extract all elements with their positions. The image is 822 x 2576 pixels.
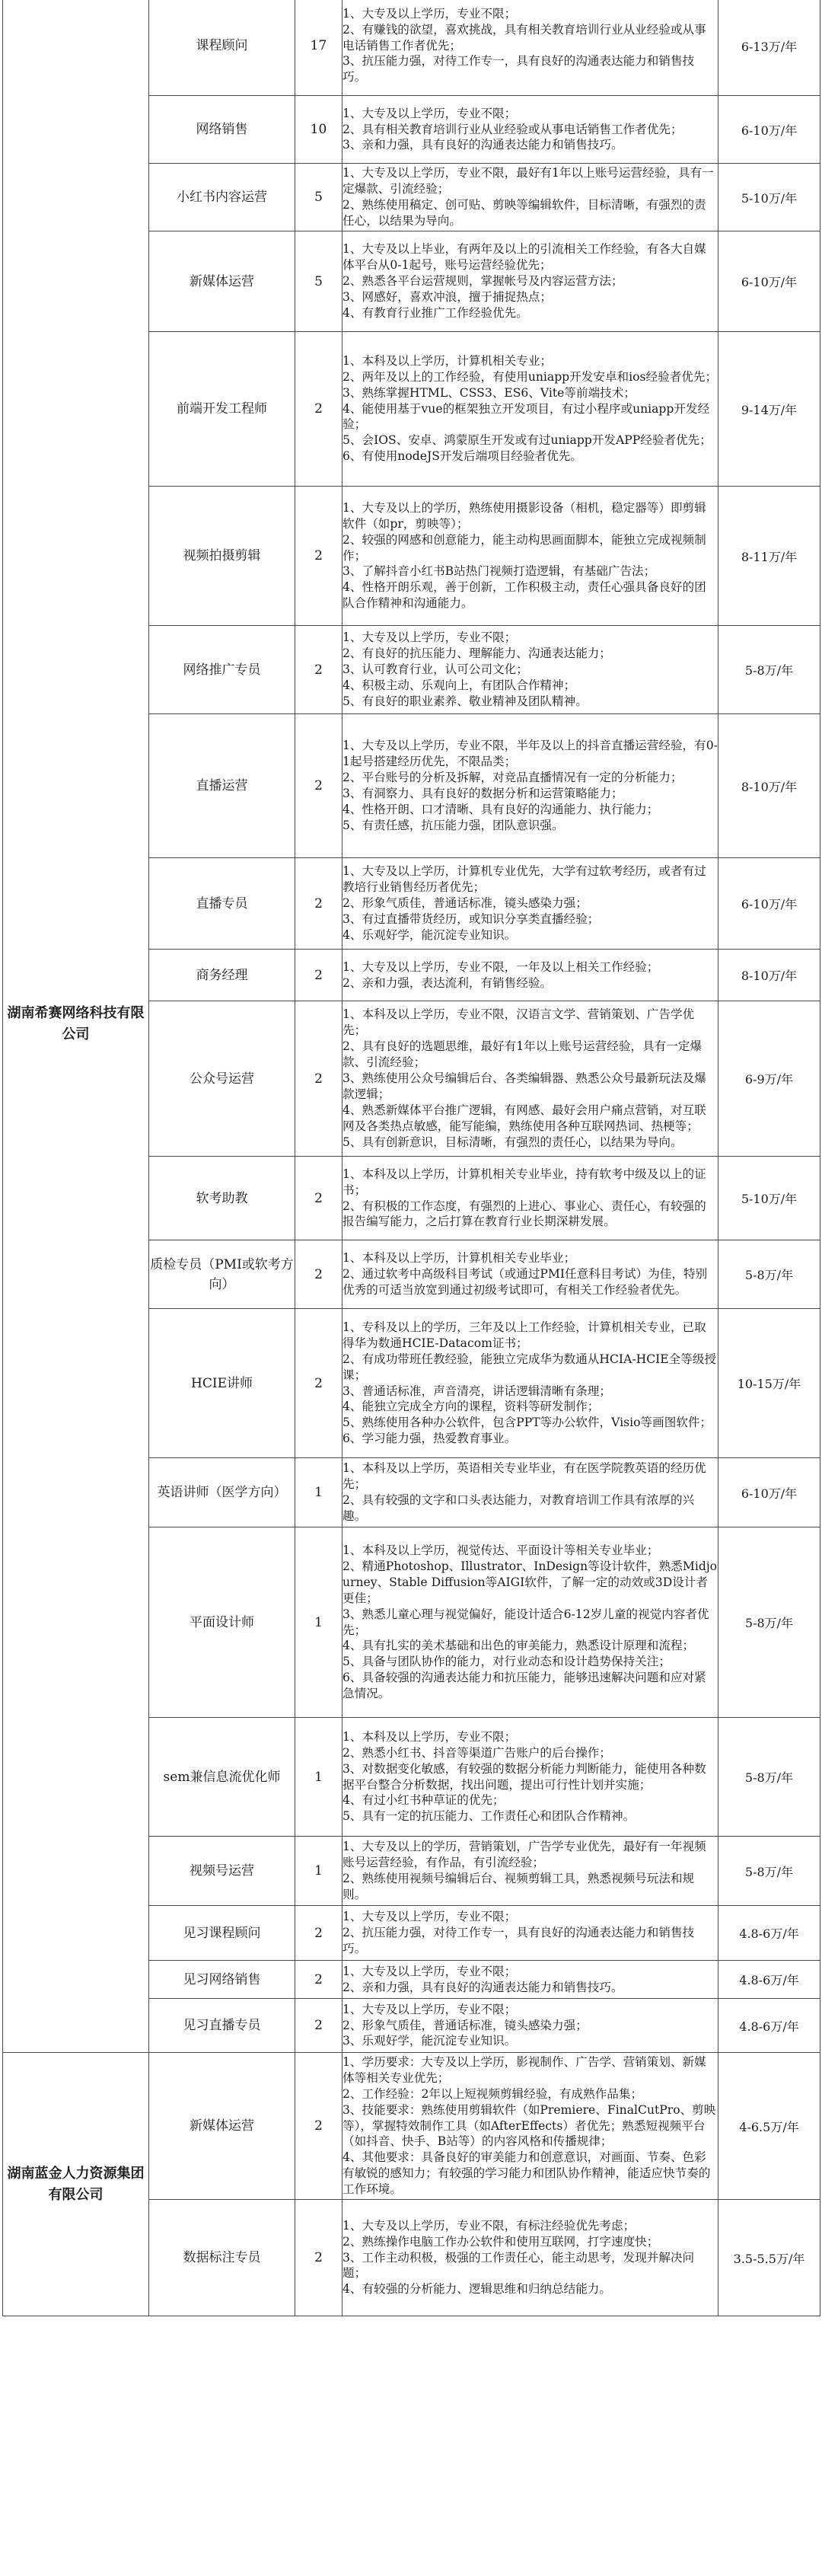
requirement-line: 2、平台账号的分析及拆解，对竞品直播情况有一定的分析能力； [342,771,683,785]
salary-cell: 10-15万/年 [718,1309,820,1458]
headcount-cell: 5 [295,231,342,332]
company-name-cell: 湖南希赛网络科技有限公司 [3,0,149,2053]
requirement-line: 5、有责任感，抗压能力强，团队意识强。 [342,818,564,832]
requirement-line: 2、具有较强的文字和口头表达能力，对教育培训工作具有浓厚的兴趣。 [342,1493,695,1523]
salary-cell: 4.8-6万/年 [718,1961,820,1999]
requirement-line: 1、专科及以上的学历，三年及以上工作经验，计算机相关专业，已取得华为数通HCIE-Datacom证书； [342,1320,706,1350]
requirement-line: 2、熟练使用视频号编辑后台、视频剪辑工具，熟悉视频号玩法和规则。 [342,1872,695,1901]
requirement-line: 1、大专及以上学历，专业不限； [342,2002,517,2016]
requirement-line: 2、亲和力强，具有良好的沟通表达能力和销售技巧。 [342,1980,623,1994]
requirement-line: 1、大专及以上学历，专业不限； [342,630,517,645]
headcount-cell: 1 [295,1718,342,1837]
headcount-cell: 2 [295,1001,342,1157]
requirements-cell [342,714,718,858]
requirement-line: 5、具有创新意识，目标清晰，有强烈的责任心，以结果为导向。 [342,1135,683,1149]
requirements-cell [342,164,718,231]
requirement-line: 2、熟练使用稿定、创可贴、剪映等编辑软件，目标清晰，有强烈的责任心，以结果为导向。 [342,198,706,228]
requirements-cell [342,1458,718,1527]
salary-cell: 4.8-6万/年 [718,1906,820,1961]
requirement-line: 1、本科及以上学历，计算机相关专业毕业，持有软考中级及以上的证书； [342,1167,706,1197]
job-title-cell: 新媒体运营 [149,231,295,332]
headcount-cell: 2 [295,1240,342,1309]
requirement-line: 3、普通话标准，声音清亮，讲话逻辑清晰有条理； [342,1384,611,1398]
salary-cell: 5-8万/年 [718,1527,820,1718]
salary-cell: 5-8万/年 [718,1718,820,1837]
requirement-line: 2、具有相关教育培训行业从业经验或从事电话销售工作者优先； [342,122,683,136]
headcount-cell: 2 [295,1906,342,1961]
requirement-line: 2、通过软考中高级科目考试（或通过PMI任意科目考试）为佳，特别优秀的可适当放宽到通过初级考试即可，有相关工作经验者优先。 [342,1267,708,1297]
job-title-cell: 前端开发工程师 [149,332,295,487]
salary-cell: 6-10万/年 [718,231,820,332]
requirement-line: 2、两年及以上的工作经验，有使用uniapp开发安卓和ios经验者优先； [342,369,718,384]
headcount-cell: 1 [295,1527,342,1718]
salary-cell: 6-10万/年 [718,858,820,950]
requirement-line: 4、熟悉新媒体平台推广逻辑，有网感、最好会用户痛点营销，对互联网及各类热点敏感，能写能编，熟练使用各种互联网热词、热梗等； [342,1103,706,1133]
requirement-line: 3、工作主动积极，极强的工作责任心，能主动思考，发现并解决问题； [342,2250,695,2281]
headcount-cell: 5 [295,164,342,231]
job-title-cell: 质检专员（PMI或软考方向） [149,1240,295,1309]
requirement-line: 2、熟练操作电脑工作办公软件和使用互联网，打字速度快； [342,2234,659,2249]
salary-cell: 8-11万/年 [718,487,820,626]
job-title-cell: 视频号运营 [149,1837,295,1906]
requirement-line: 1、本科及以上学历，专业不限； [342,1729,517,1744]
requirement-line: 1、大专及以上学历，专业不限，有标注经验优先考虑； [342,2218,636,2233]
requirement-line: 3、认可教育行业，认可公司文化； [342,662,528,677]
salary-cell: 4.8-6万/年 [718,1999,820,2053]
requirement-line: 2、有良好的抗压能力、理解能力、沟通表达能力； [342,646,611,661]
requirement-line: 4、性格开朗、口才清晰、具有良好的沟通能力、执行能力； [342,802,659,816]
salary-cell: 6-10万/年 [718,96,820,164]
headcount-cell: 2 [295,950,342,1001]
requirement-line: 1、本科及以上学历，专业不限，汉语言文学、营销策划、广告学优先； [342,1007,695,1038]
requirements-cell [342,2053,718,2200]
salary-cell: 5-10万/年 [718,164,820,231]
job-title-cell: 视频拍摄剪辑 [149,487,295,626]
headcount-cell: 2 [295,1309,342,1458]
requirement-line: 2、形象气质佳，普通话标准，镜头感染力强； [342,2018,588,2032]
salary-cell: 8-10万/年 [718,714,820,858]
requirement-line: 4、能使用基于vue的框架独立开发项目，有过小程序或uniapp开发经验； [342,401,710,432]
headcount-cell: 1 [295,1458,342,1527]
table-row [3,2053,820,2200]
requirement-line: 1、学历要求：大专及以上学历，影视制作、广告学、营销策划、新媒体等相关专业优先； [342,2054,706,2085]
requirement-line: 2、形象气质佳，普通话标准，镜头感染力强； [342,896,588,911]
requirement-line: 4、有过小红书种草证的优先； [342,1793,505,1808]
requirement-line: 4、乐观好学，能沉淀专业知识。 [342,927,517,942]
requirement-line: 2、有积极的工作态度，有强烈的上进心、事业心、责任心，有较强的报告编写能力，之后打算在教育行业长期深耕发展。 [342,1199,706,1229]
salary-cell: 5-8万/年 [718,1837,820,1906]
headcount-cell: 2 [295,1961,342,1999]
requirement-line: 2、精通Photoshop、Illustrator、InDesign等设计软件，熟悉Midjourney、Stable Diffusion等AIGI软件，了解一定的动效或3D设计者更佳； [342,1559,718,1605]
company-name-cell: 湖南蓝金人力资源集团有限公司 [3,2053,149,2316]
requirements-cell [342,1157,718,1240]
requirements-cell [342,332,718,487]
requirements-cell [342,1527,718,1718]
requirements-cell [342,231,718,332]
job-title-cell: 新媒体运营 [149,2053,295,2200]
headcount-cell: 2 [295,2200,342,2316]
requirement-line: 3、网感好，喜欢冲浪，擅于捕捉热点； [342,289,553,304]
job-title-cell: 见习课程顾问 [149,1906,295,1961]
requirement-line: 3、有洞察力、具有良好的数据分析和运营策略能力； [342,787,623,800]
headcount-cell: 2 [295,714,342,858]
requirement-line: 2、熟悉各平台运营规则，掌握帐号及内容运营方法； [342,274,623,289]
salary-cell: 5-8万/年 [718,626,820,714]
salary-cell: 3.5-5.5万/年 [718,2200,820,2316]
job-listing-table [2,0,820,2316]
headcount-cell: 2 [295,1157,342,1240]
requirements-cell [342,1999,718,2053]
job-title-cell: 小红书内容运营 [149,164,295,231]
requirements-cell [342,487,718,626]
requirement-line: 3、亲和力强，具有良好的沟通表达能力和销售技巧。 [342,138,623,152]
job-title-cell: 英语讲师（医学方向） [149,1458,295,1527]
requirement-line: 1、大专及以上毕业，有两年及以上的引流相关工作经验，有各大自媒体平台从0-1起号，账号运营经验优先； [342,242,706,273]
requirement-line: 1、本科及以上学历，计算机相关专业； [342,353,553,368]
requirement-line: 1、大专及以上学历，专业不限； [342,6,517,21]
requirement-line: 4、有较强的分析能力、逻辑思维和归纳总结能力。 [342,2282,611,2297]
job-title-cell: 商务经理 [149,950,295,1001]
requirement-line: 6、具备较强的沟通表达能力和抗压能力，能够迅速解决问题和应对紧急情况。 [342,1671,706,1701]
requirement-line: 3、熟悉儿童心理与视觉偏好，能设计适合6-12岁儿童的视觉内容者优先； [342,1607,709,1637]
requirement-line: 5、会IOS、安卓、鸿蒙原生开发或有过uniapp开发APP经验者优先； [342,433,712,448]
requirement-line: 6、学习能力强，热爱教育事业。 [342,1432,517,1446]
requirement-line: 3、技能要求：熟练使用剪辑软件（如Premiere、FinalCutPro、剪映等），掌握特效制作工具（如AfterEffects）者优先；熟悉短视频平台（如抖音、快手、B站等）的内容风格和传播规律； [342,2102,716,2149]
requirement-line: 4、性格开朗乐观，善于创新，工作积极主动，责任心强具备良好的团队合作精神和沟通能力。 [342,580,706,611]
job-title-cell: 直播专员 [149,858,295,950]
job-title-cell: 平面设计师 [149,1527,295,1718]
job-title-cell: 网络销售 [149,96,295,164]
requirements-cell [342,96,718,164]
requirement-line: 5、熟练使用各种办公软件，包含PPT等办公软件，Visio等画图软件； [342,1416,712,1430]
headcount-cell: 1 [295,1837,342,1906]
requirements-cell [342,858,718,950]
requirement-line: 5、有良好的职业素养、敬业精神及团队精神。 [342,694,588,708]
requirement-line: 1、大专及以上学历，专业不限； [342,1964,517,1978]
job-title-cell: sem兼信息流优化师 [149,1718,295,1837]
requirements-cell [342,1001,718,1157]
job-title-cell: 见习直播专员 [149,1999,295,2053]
job-title-cell: 软考助教 [149,1157,295,1240]
headcount-cell: 2 [295,2053,342,2200]
requirement-line: 2、有赚钱的欲望，喜欢挑战，具有相关教育培训行业从业经验或从事电话销售工作者优先； [342,22,706,53]
requirement-line: 4、其他要求：具备良好的审美能力和创意意识，对画面、节奏、色彩有敏锐的感知力；有较强的学习能力和团队协作精神，能适应快节奏的工作环境。 [342,2150,711,2197]
requirement-line: 1、大专及以上的学历，熟练使用摄影设备（相机，稳定器等）即剪辑软件（如pr，剪映等）； [342,500,706,531]
requirement-line: 2、抗压能力强，对待工作专一，具有良好的沟通表达能力和销售技巧。 [342,1926,695,1955]
requirement-line: 1、本科及以上学历，计算机相关专业毕业； [342,1251,576,1266]
requirement-line: 2、亲和力强，表达流利，有销售经验。 [342,975,553,990]
job-title-cell: 课程顾问 [149,0,295,96]
headcount-cell: 2 [295,332,342,487]
requirement-line: 3、熟练掌握HTML、CSS3、ES6、Vite等前端技术； [342,385,636,400]
requirements-cell [342,950,718,1001]
headcount-cell: 17 [295,0,342,96]
salary-cell: 9-14万/年 [718,332,820,487]
requirements-cell [342,1961,718,1999]
salary-cell: 6-10万/年 [718,1458,820,1527]
headcount-cell: 10 [295,96,342,164]
requirements-cell [342,1718,718,1837]
requirement-line: 1、大专及以上学历，专业不限，一年及以上相关工作经验； [342,959,659,974]
requirement-line: 1、大专及以上学历，计算机专业优先，大学有过软考经历，或者有过教培行业销售经历者优先； [342,864,706,895]
requirement-line: 4、有教育行业推广工作经验优先。 [342,305,528,320]
requirements-cell [342,2200,718,2316]
requirement-line: 3、有过直播带货经历，或知识分享类直播经验； [342,911,600,926]
requirement-line: 4、能独立完成全方向的课程，资料等研发制作； [342,1400,600,1414]
requirement-line: 3、乐观好学，能沉淀专业知识。 [342,2034,517,2048]
requirement-line: 1、大专及以上学历，专业不限，半年及以上的抖音直播运营经验，有0-1起号搭建经历优先，不限品类； [342,739,718,769]
job-title-cell: 直播运营 [149,714,295,858]
salary-cell: 5-10万/年 [718,1157,820,1240]
requirement-line: 2、具有良好的选题思维，最好有1年以上账号运营经验，具有一定爆款、引流经验； [342,1039,703,1070]
requirement-line: 5、具备与团队协作的能力，对行业动态和设计趋势保持关注； [342,1655,671,1669]
requirement-line: 1、本科及以上学历，视觉传达、平面设计等相关专业毕业； [342,1543,659,1557]
salary-cell: 6-13万/年 [718,0,820,96]
requirement-line: 6、有使用nodeJS开发后端项目经验者优先。 [342,449,582,464]
headcount-cell: 2 [295,1999,342,2053]
requirement-line: 1、大专及以上学历，专业不限； [342,1910,517,1924]
requirement-line: 1、大专及以上学历，专业不限； [342,106,517,120]
requirement-line: 3、了解抖音小红书B站热门视频打造逻辑，有基础广告法； [342,564,656,579]
salary-cell: 8-10万/年 [718,950,820,1001]
requirement-line: 3、熟练使用公众号编辑后台、各类编辑器、熟悉公众号最新玩法及爆款逻辑； [342,1071,706,1101]
requirement-line: 2、工作经验：2年以上短视频剪辑经验，有成熟作品集； [342,2086,643,2101]
job-title-cell: 公众号运营 [149,1001,295,1157]
headcount-cell: 2 [295,858,342,950]
requirement-line: 4、积极主动、乐观向上，有团队合作精神； [342,678,576,692]
job-title-cell: HCIE讲师 [149,1309,295,1458]
requirements-cell [342,0,718,96]
requirement-line: 1、本科及以上学历，英语相关专业毕业，有在医学院教英语的经历优先； [342,1461,706,1492]
requirements-cell [342,1837,718,1906]
salary-cell: 6-9万/年 [718,1001,820,1157]
headcount-cell: 2 [295,626,342,714]
salary-cell: 5-8万/年 [718,1240,820,1309]
table-row [3,0,820,96]
requirement-line: 1、大专及以上学历，专业不限，最好有1年以上账号运营经验，具有一定爆款、引流经验； [342,166,714,196]
requirement-line: 5、具有一定的抗压能力、工作责任心和团队合作精神。 [342,1809,636,1824]
requirement-line: 3、对数据变化敏感，有较强的数据分析能力判断能力，能使用各种数据平台整合分析数据，找出问题，提出可行性计划并实施； [342,1761,706,1792]
salary-cell: 4-6.5万/年 [718,2053,820,2200]
requirement-line: 2、较强的网感和创意能力，能主动构思画面脚本，能独立完成视频制作； [342,532,706,563]
job-title-cell: 网络推广专员 [149,626,295,714]
requirements-cell [342,1309,718,1458]
job-title-cell: 见习网络销售 [149,1961,295,1999]
requirements-cell [342,626,718,714]
requirements-cell [342,1906,718,1961]
job-title-cell: 数据标注专员 [149,2200,295,2316]
headcount-cell: 2 [295,487,342,626]
requirement-line: 1、大专及以上的学历，营销策划，广告学专业优先，最好有一年视频账号运营经验，有作品，有引流经验； [342,1840,706,1870]
requirement-line: 3、抗压能力强，对待工作专一，具有良好的沟通表达能力和销售技巧。 [342,54,695,85]
requirement-line: 2、有成功带班任教经验，能独立完成华为数通从HCIA-HCIE全等级授课； [342,1352,717,1382]
requirement-line: 4、具有扎实的美术基础和出色的审美能力，熟悉设计原理和流程； [342,1639,695,1653]
requirements-cell [342,1240,718,1309]
requirement-line: 2、熟悉小红书、抖音等渠道广告账户的后台操作； [342,1745,611,1760]
